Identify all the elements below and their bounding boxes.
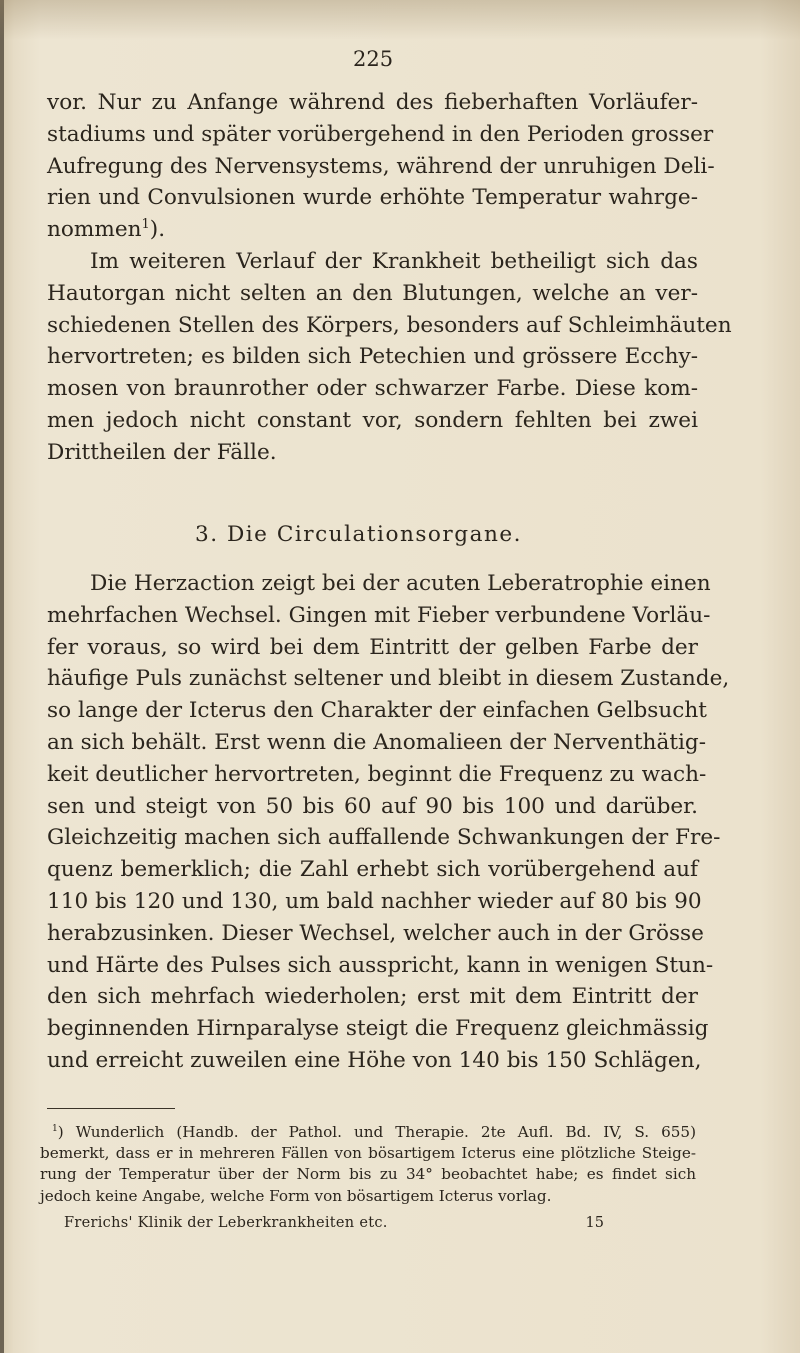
printer-signature [64, 1215, 604, 1231]
text-line: beginnenden Hirnparalyse steigt die Frequenz gleichmässig [47, 1016, 709, 1042]
text-line: mehrfachen Wechsel. Gingen mit Fieber verbundene Vorläu- [47, 602, 711, 628]
text-line: hervortreten; es bilden sich Petechien und grössere Ecchy- [47, 344, 698, 370]
body-text-top [47, 87, 732, 469]
text-line: men jedoch nicht constant vor, sondern fehlten bei zwei [47, 407, 698, 433]
page-number: 225 [353, 47, 394, 71]
text-line: sen und steigt von 50 bis 60 auf 90 bis 100 und darüber. [47, 793, 698, 819]
text-line: Aufregung des Nervensystems, während der unruhigen Deli- [47, 153, 715, 179]
footnote-line: bemerkt, dass er in mehreren Fällen von bösartigem Icterus eine plötzliche Steige- [40, 1144, 696, 1163]
text-fragment: ). [149, 217, 166, 243]
text-line: rien und Convulsionen wurde erhöhte Temperatur wahrge- [47, 185, 698, 211]
text-line: Hautorgan nicht selten an den Blutungen, welche an ver- [47, 280, 698, 306]
text-line: 110 bis 120 und 130, um bald nachher wieder auf 80 bis 90 [47, 888, 702, 914]
text-line: quenz bemerklich; die Zahl erhebt sich vorübergehend auf [47, 857, 698, 883]
text-line: fer voraus, so wird bei dem Eintritt der gelben Farbe der [47, 634, 698, 660]
text-line: Gleichzeitig machen sich auffallende Schwankungen der Fre- [47, 825, 721, 851]
page-binding-edge [0, 0, 4, 1353]
footnote-divider [47, 1108, 175, 1109]
text-line [47, 214, 698, 246]
page-top-shadow [0, 0, 800, 40]
text-line: stadiums und später vorübergehend in den Perioden grosser [47, 121, 714, 147]
footnote-marker: 1 [52, 1123, 58, 1134]
text-line: und Härte des Pulses sich ausspricht, kann in wenigen Stun- [47, 952, 714, 978]
text-fragment: nommen [47, 217, 142, 243]
text-line: so lange der Icterus den Charakter der einfachen Gelbsucht [47, 698, 707, 724]
text-line: den sich mehrfach wiederholen; erst mit dem Eintritt der [47, 984, 698, 1010]
footnote-line: jedoch keine Angabe, welche Form von bösartigem Icterus vorlag. [40, 1186, 552, 1205]
text-line: mosen von braunrother oder schwarzer Farbe. Diese kom- [47, 376, 698, 402]
section-heading: 3. Die Circulationsorgane. [195, 522, 523, 547]
paragraph-3 [47, 568, 730, 1077]
signature-title: Frerichs' Klinik der Leberkrankheiten etc. [64, 1215, 388, 1231]
text-line: Die Herzaction zeigt bei der acuten Leberatrophie einen [90, 571, 711, 596]
footnote-line [40, 1122, 696, 1143]
text-line: Drittheilen der Fälle. [47, 439, 277, 465]
text-line: an sich behält. Erst wenn die Anomalieen der Nerventhätig- [47, 729, 707, 755]
text-line: und erreicht zuweilen eine Höhe von 140 bis 150 Schlägen, [47, 1047, 702, 1073]
footnote [40, 1122, 696, 1207]
paragraph-2 [47, 246, 732, 469]
text-fragment: ) Wunderlich (Handb. der Pathol. und Therapie. 2te Aufl. Bd. IV, S. 655) [57, 1123, 696, 1141]
text-line: vor. Nur zu Anfange während des fieberhaften Vorläufer- [47, 90, 698, 115]
footnote-line: rung der Temperatur über der Norm bis zu 34° beobachtet habe; es findet sich [40, 1165, 696, 1184]
text-line: herabzusinken. Dieser Wechsel, welcher auch in der Grösse [47, 920, 704, 946]
paragraph-1 [47, 87, 715, 246]
text-line: keit deutlicher hervortreten, beginnt die Frequenz zu wach- [47, 761, 707, 787]
text-line: Im weiteren Verlauf der Krankheit betheiligt sich das [90, 248, 698, 274]
body-text-bottom [47, 568, 730, 1077]
text-line: häufige Puls zunächst seltener und bleibt in diesem Zustande, [47, 666, 730, 692]
text-line: schiedenen Stellen des Körpers, besonders auf Schleimhäuten [47, 312, 732, 338]
signature-number: 15 [585, 1215, 604, 1231]
footnote-reference: 1 [141, 217, 150, 232]
